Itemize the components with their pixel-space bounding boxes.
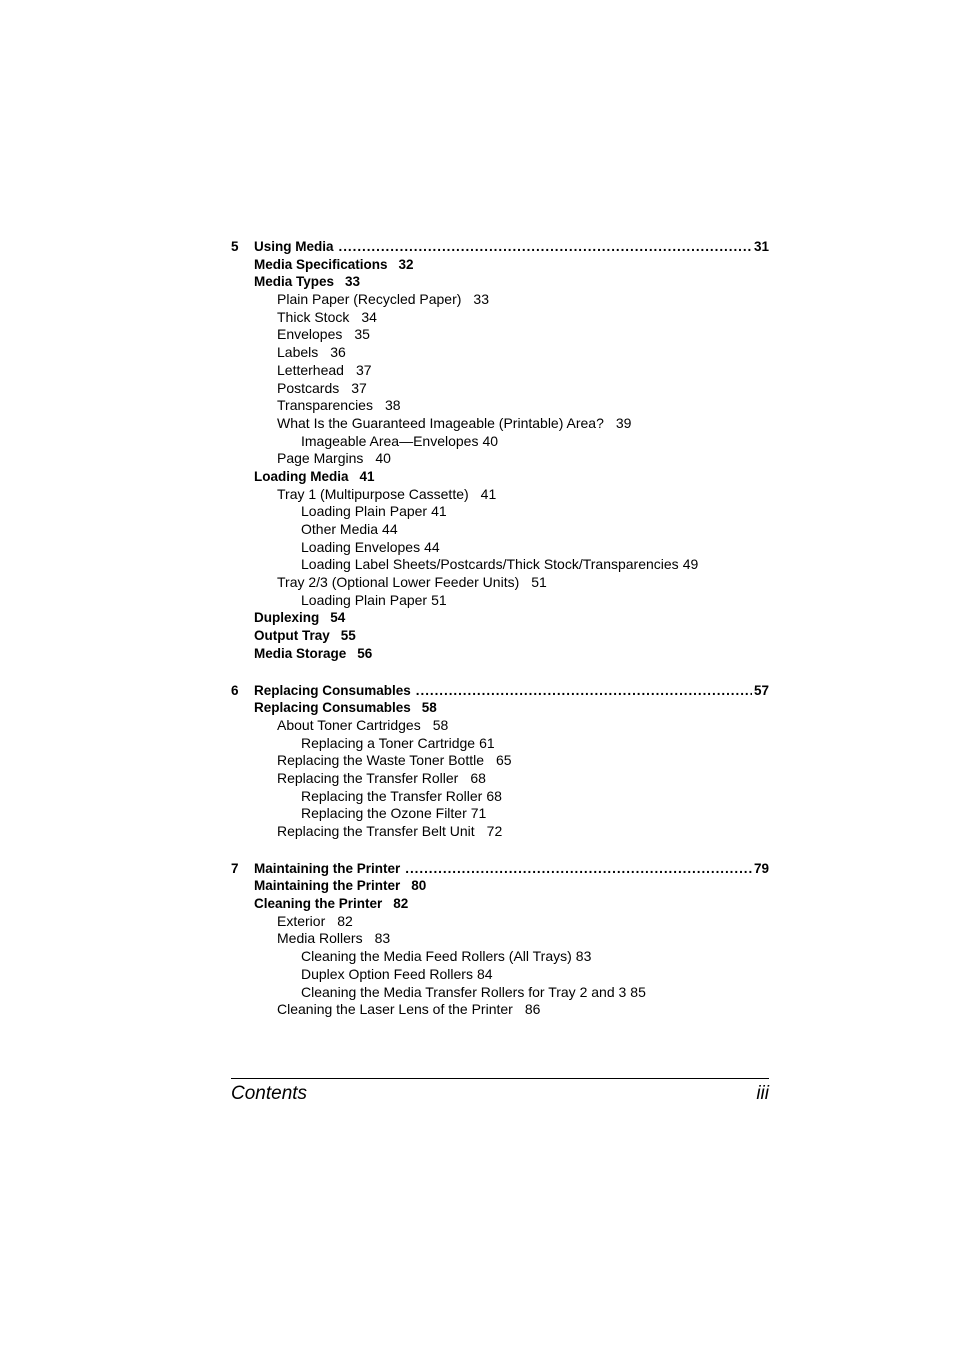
entry-page-number: 37 bbox=[351, 379, 367, 396]
chapter-number: 7 bbox=[231, 860, 239, 876]
toc-entry-level-2[interactable] bbox=[231, 344, 769, 362]
entry-title: Cleaning the Laser Lens of the Printer bbox=[277, 1001, 513, 1018]
dot-leader bbox=[416, 682, 752, 700]
toc-entry-level-1[interactable] bbox=[231, 877, 769, 895]
toc-entry-level-2[interactable] bbox=[231, 362, 769, 380]
toc-entry-level-1[interactable] bbox=[231, 645, 769, 663]
entry-page-number: 72 bbox=[486, 823, 503, 839]
toc-entry-level-3[interactable] bbox=[231, 805, 769, 823]
toc-chapter-entry[interactable] bbox=[231, 860, 769, 878]
entry-page-number: 56 bbox=[357, 645, 373, 661]
entry-page-number: 82 bbox=[337, 912, 353, 929]
toc-entry-level-2[interactable] bbox=[231, 380, 769, 398]
entry-page-number: 33 bbox=[345, 274, 361, 290]
toc-entry-level-1[interactable] bbox=[231, 895, 769, 913]
footer-title: Contents bbox=[231, 1083, 308, 1104]
toc-entry-level-3[interactable] bbox=[231, 521, 769, 539]
chapter-title: Maintaining the Printer bbox=[254, 860, 401, 876]
entry-title: Output Tray bbox=[254, 628, 330, 644]
entry-title: Cleaning the Media Transfer Rollers for Tray 2 and 3 bbox=[301, 983, 627, 1000]
chapter-number: 5 bbox=[231, 239, 239, 254]
entry-page-number: 36 bbox=[330, 344, 346, 361]
entry-title: Cleaning the Media Feed Rollers (All Trays) bbox=[301, 948, 572, 965]
toc-entry-level-2[interactable] bbox=[231, 1001, 769, 1019]
entry-title: Transparencies bbox=[277, 397, 373, 414]
entry-page-number: 37 bbox=[355, 361, 372, 378]
toc-entry-level-3[interactable] bbox=[231, 503, 769, 521]
toc-entry-level-2[interactable] bbox=[231, 574, 769, 592]
chapter-spacer bbox=[231, 663, 769, 682]
entry-page-number: 40 bbox=[375, 450, 391, 467]
toc-entry-level-2[interactable] bbox=[231, 486, 769, 504]
toc-entry-level-2[interactable] bbox=[231, 415, 769, 433]
entry-title: Page Margins bbox=[277, 450, 364, 467]
entry-page-number: 68 bbox=[486, 787, 502, 804]
entry-page-number: 58 bbox=[421, 700, 437, 716]
toc-entry-level-3[interactable] bbox=[231, 433, 769, 451]
chapter-spacer bbox=[231, 841, 769, 860]
entry-title: Media Rollers bbox=[277, 930, 363, 947]
toc-entry-level-3[interactable] bbox=[231, 788, 769, 806]
entry-title: Duplex Option Feed Rollers bbox=[301, 965, 473, 982]
chapter-number: 6 bbox=[231, 682, 239, 698]
entry-title: Replacing the Transfer Belt Unit bbox=[277, 823, 475, 839]
chapter-page-number: 79 bbox=[753, 860, 769, 876]
entry-title: Postcards bbox=[277, 379, 340, 396]
entry-page-number: 86 bbox=[524, 1001, 541, 1018]
entry-title: Tray 2/3 (Optional Lower Feeder Units) bbox=[277, 574, 520, 591]
entry-page-number: 49 bbox=[682, 556, 699, 573]
footer-page-number: iii bbox=[756, 1083, 769, 1104]
entry-title: Replacing a Toner Cartridge bbox=[301, 734, 476, 751]
entry-page-number: 41 bbox=[480, 485, 497, 502]
toc-entry-level-1[interactable] bbox=[231, 609, 769, 627]
toc-entry-level-3[interactable] bbox=[231, 966, 769, 984]
entry-title: Replacing Consumables bbox=[254, 700, 411, 716]
entry-page-number: 85 bbox=[630, 983, 646, 1000]
entry-title: Media Specifications bbox=[254, 256, 388, 272]
entry-title: Loading Label Sheets/Postcards/Thick Stock/Transparencies bbox=[301, 556, 679, 573]
entry-title: Exterior bbox=[277, 912, 326, 929]
chapter-title: Using Media bbox=[254, 239, 334, 254]
toc-chapter-entry[interactable] bbox=[231, 682, 769, 700]
entry-page-number: 61 bbox=[479, 734, 495, 751]
toc-entry-level-2[interactable] bbox=[231, 326, 769, 344]
entry-page-number: 33 bbox=[473, 291, 489, 308]
toc-entry-level-1[interactable] bbox=[231, 256, 769, 274]
entry-title: Maintaining the Printer bbox=[254, 878, 401, 894]
entry-title: Other Media bbox=[301, 521, 379, 537]
toc-entry-level-2[interactable] bbox=[231, 913, 769, 931]
toc-entry-level-2[interactable] bbox=[231, 752, 769, 770]
toc-entry-level-2[interactable] bbox=[231, 397, 769, 415]
entry-page-number: 68 bbox=[470, 769, 486, 786]
entry-page-number: 34 bbox=[361, 308, 377, 325]
toc-entry-level-2[interactable] bbox=[231, 823, 769, 841]
dot-leader bbox=[405, 860, 752, 878]
entry-page-number: 35 bbox=[354, 326, 370, 343]
entry-title: Envelopes bbox=[277, 326, 343, 343]
entry-title: Labels bbox=[277, 344, 319, 361]
entry-page-number: 40 bbox=[482, 432, 499, 449]
toc-entry-level-3[interactable] bbox=[231, 539, 769, 557]
entry-title: Media Types bbox=[254, 274, 335, 290]
entry-page-number: 80 bbox=[411, 878, 427, 894]
toc-entry-level-1[interactable] bbox=[231, 699, 769, 717]
entry-page-number: 71 bbox=[470, 805, 487, 822]
chapter-title: Replacing Consumables bbox=[254, 682, 411, 698]
entry-page-number: 44 bbox=[382, 521, 398, 537]
toc-entry-level-1[interactable] bbox=[231, 273, 769, 291]
chapter-page-number: 31 bbox=[753, 239, 769, 254]
toc-entry-level-2[interactable] bbox=[231, 309, 769, 327]
entry-title: Imageable Area—Envelopes bbox=[301, 432, 479, 449]
table-of-contents bbox=[231, 238, 769, 1019]
toc-entry-level-2[interactable] bbox=[231, 770, 769, 788]
entry-page-number: 41 bbox=[431, 503, 447, 520]
entry-page-number: 84 bbox=[476, 965, 493, 982]
toc-entry-level-1[interactable] bbox=[231, 627, 769, 645]
toc-entry-level-3[interactable] bbox=[231, 984, 769, 1002]
entry-title: Duplexing bbox=[254, 610, 320, 626]
entry-title: Letterhead bbox=[277, 361, 344, 378]
entry-title: Replacing the Waste Toner Bottle bbox=[277, 752, 485, 769]
entry-title: Replacing the Ozone Filter bbox=[301, 805, 467, 822]
entry-page-number: 55 bbox=[340, 628, 356, 644]
toc-entry-level-2[interactable] bbox=[231, 291, 769, 309]
entry-title: Thick Stock bbox=[277, 308, 350, 325]
toc-entry-level-1[interactable] bbox=[231, 468, 769, 486]
toc-entry-level-2[interactable] bbox=[231, 450, 769, 468]
entry-page-number: 44 bbox=[424, 538, 440, 555]
toc-entry-level-3[interactable] bbox=[231, 556, 769, 574]
entry-page-number: 82 bbox=[393, 896, 409, 912]
toc-chapter-entry[interactable] bbox=[231, 238, 769, 256]
entry-title: Loading Media bbox=[254, 468, 349, 484]
entry-title: Cleaning the Printer bbox=[254, 896, 383, 912]
entry-title: Tray 1 (Multipurpose Cassette) bbox=[277, 485, 469, 502]
entry-page-number: 54 bbox=[330, 610, 346, 626]
entry-page-number: 32 bbox=[398, 256, 414, 272]
entry-page-number: 58 bbox=[432, 716, 449, 733]
toc-entry-level-3[interactable] bbox=[231, 592, 769, 610]
entry-title: Replacing the Transfer Roller bbox=[301, 787, 483, 804]
entry-page-number: 38 bbox=[384, 397, 401, 414]
toc-entry-level-3[interactable] bbox=[231, 948, 769, 966]
entry-page-number: 51 bbox=[431, 591, 447, 608]
chapter-page-number: 57 bbox=[753, 682, 769, 698]
toc-entry-level-2[interactable] bbox=[231, 930, 769, 948]
entry-page-number: 65 bbox=[496, 752, 512, 769]
entry-title: Media Storage bbox=[254, 645, 347, 661]
entry-page-number: 83 bbox=[575, 948, 592, 965]
entry-title: About Toner Cartridges bbox=[277, 716, 421, 733]
entry-title: Loading Plain Paper bbox=[301, 503, 428, 520]
entry-title: Replacing the Transfer Roller bbox=[277, 769, 459, 786]
toc-entry-level-2[interactable] bbox=[231, 717, 769, 735]
toc-entry-level-3[interactable] bbox=[231, 735, 769, 753]
entry-page-number: 83 bbox=[374, 930, 391, 947]
entry-page-number: 51 bbox=[531, 574, 547, 591]
entry-title: What Is the Guaranteed Imageable (Printable) Area? bbox=[277, 414, 604, 431]
entry-title: Plain Paper (Recycled Paper) bbox=[277, 291, 462, 308]
entry-title: Loading Plain Paper bbox=[301, 591, 428, 608]
entry-page-number: 41 bbox=[359, 468, 375, 484]
dot-leader bbox=[339, 238, 752, 256]
entry-page-number: 39 bbox=[615, 414, 632, 431]
page-footer bbox=[231, 1078, 769, 1105]
entry-title: Loading Envelopes bbox=[301, 538, 421, 555]
